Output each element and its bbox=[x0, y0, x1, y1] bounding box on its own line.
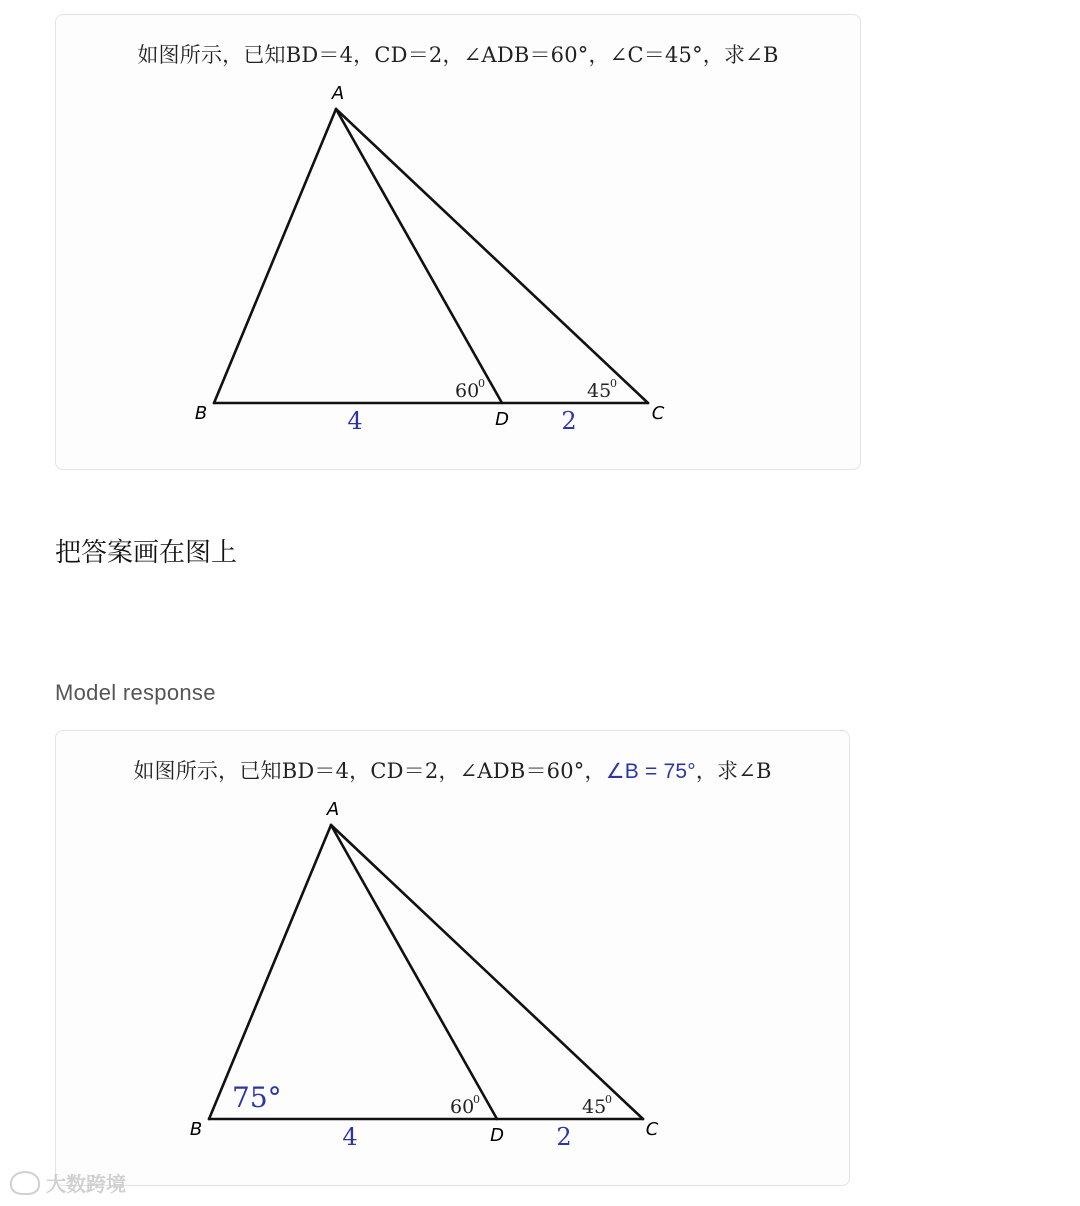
answer-triangle-diagram bbox=[56, 731, 851, 1187]
watermark-text: 大数跨境 bbox=[46, 1172, 126, 1196]
problem-prefix: 如图所示，已知 bbox=[137, 43, 286, 67]
given-bd: BD＝4， bbox=[285, 43, 375, 67]
side-ac bbox=[336, 109, 648, 403]
vertex-a-label: A bbox=[331, 83, 345, 104]
side-ab bbox=[209, 825, 331, 1119]
given-cd: CD＝2， bbox=[370, 759, 460, 783]
length-dc-label: 2 bbox=[561, 407, 577, 435]
given-angle-adb: ∠ADB＝60°， bbox=[459, 759, 606, 783]
length-bd-label: 4 bbox=[342, 1123, 358, 1151]
user-prompt: 把答案画在图上 bbox=[55, 538, 238, 568]
answer-angle-b: ∠B = 75° bbox=[605, 760, 696, 783]
given-angle-c: ∠C＝45°， bbox=[609, 43, 725, 67]
separator: ， bbox=[695, 759, 718, 783]
vertex-b-label: B bbox=[189, 1119, 203, 1140]
model-response-label: Model response bbox=[55, 680, 216, 705]
angle-d-degree: 0 bbox=[473, 1093, 480, 1106]
problem-ask: 求∠B bbox=[724, 43, 779, 67]
given-angle-adb: ∠ADB＝60°， bbox=[463, 43, 610, 67]
angle-c-label: 45 bbox=[587, 380, 612, 402]
length-dc-label: 2 bbox=[556, 1123, 572, 1151]
angle-c-degree: 0 bbox=[610, 377, 617, 390]
angle-d-degree: 0 bbox=[478, 377, 485, 390]
given-cd: CD＝2， bbox=[374, 43, 464, 67]
length-bd-label: 4 bbox=[347, 407, 363, 435]
given-bd: BD＝4， bbox=[281, 759, 371, 783]
angle-c-degree: 0 bbox=[605, 1093, 612, 1106]
vertex-a-label: A bbox=[326, 799, 340, 820]
problem-ask: 求∠B bbox=[717, 759, 772, 783]
watermark-logo-icon bbox=[10, 1171, 40, 1195]
point-d-label: D bbox=[490, 1125, 504, 1146]
segment-ad bbox=[331, 825, 497, 1119]
angle-d-label: 60 bbox=[455, 380, 480, 402]
segment-ad bbox=[336, 109, 502, 403]
triangle-diagram bbox=[56, 15, 862, 471]
side-ac bbox=[331, 825, 643, 1119]
question-image-card bbox=[55, 14, 861, 470]
vertex-b-label: B bbox=[194, 403, 208, 424]
answer-angle-b-label: 75° bbox=[232, 1081, 282, 1114]
angle-c-label: 45 bbox=[582, 1096, 607, 1118]
answer-image-card bbox=[55, 730, 850, 1186]
vertex-c-label: C bbox=[645, 1119, 659, 1140]
problem-prefix: 如图所示，已知 bbox=[133, 759, 282, 783]
side-ab bbox=[214, 109, 336, 403]
watermark bbox=[10, 1168, 126, 1197]
point-d-label: D bbox=[495, 409, 509, 430]
vertex-c-label: C bbox=[651, 403, 665, 424]
angle-d-label: 60 bbox=[450, 1096, 475, 1118]
